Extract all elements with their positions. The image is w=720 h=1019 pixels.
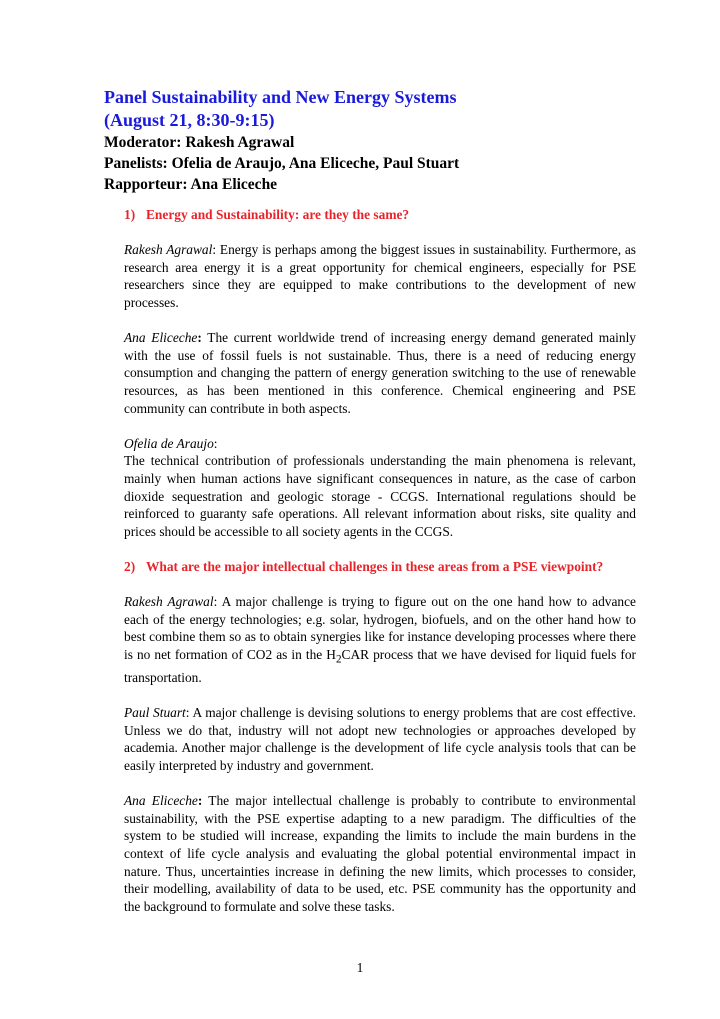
answer-q1-agrawal [124,241,636,311]
speaker-separator: : [197,330,202,346]
speaker-heading [124,435,636,453]
subscript-two: 2 [335,653,342,666]
speaker-name: Ofelia de Araujo [124,435,214,451]
speaker-separator: : [197,793,203,809]
answer-text: The major intellectual challenge is probably to contribute to environmental sustainability, with the PSE expertise adapting to a new paradigm. The difficulties of the system to be studied will increase, expanding the limits to include the main burdens in the context of life cycle analysis and evaluating the global potential environmental impact in nature. Thus, uncertainties increase in defining the new limits, which processes to consider, their modelling, availability of data to be used, etc. PSE community has the opportunity and the background to formulate and solve these tasks. [124,793,636,914]
answer-q2-stuart [124,704,636,774]
speaker-separator: : [213,594,218,610]
answer-q1-araujo [124,435,636,541]
answer-text: The current worldwide trend of increasing energy demand generated mainly with the use of fossil fuels is not sustainable. Thus, there is a need of reducing energy consumption and changing the pattern of energy generation switching to the use of renewable resources, as has been mentioned in this conference. Chemical engineering and PSE community can contribute in both aspects. [124,330,636,416]
rapporteur-line: Rapporteur: Ana Eliceche [104,176,278,193]
page-number: 1 [356,960,364,975]
answer-q2-eliceche [124,792,636,915]
speaker-name: Ana Eliceche [124,793,198,809]
question-2 [124,558,636,576]
speaker-separator: : [213,435,218,451]
answer-text: Energy is perhaps among the biggest issues in sustainability. Furthermore, as research area energy it is a great opportunity for chemical engineers, especially for PSE researchers since they are equipped to make contributions to the development of new processes. [124,242,637,310]
answer-text-after: CAR process that we have devised for liquid fuels for transportation. [124,646,637,686]
document-body [124,206,636,933]
question-number: 2) [124,558,136,574]
question-number: 1) [124,207,136,222]
document-header [104,86,644,195]
answer-text: The technical contribution of professionals understanding the main phenomena is relevant, mainly when human actions have significant consequences in nature, as the case of carbon dioxide sequestration and geologic storage - CCGS. International regulations should be reinforced to guaranty safe operations. All relevant information about risks, site quality and prices should be accessible to all society agents in the CCGS. [124,453,636,539]
speaker-name: Ana Eliceche [124,330,198,346]
question-text: Energy and Sustainability: are they the same? [146,207,410,222]
speaker-name: Rakesh Agrawal [124,594,214,610]
title-line-1: Panel Sustainability and New Energy Systems [104,87,457,107]
title-line-2: (August 21, 8:30-9:15) [104,110,275,130]
speaker-separator: : [212,242,217,258]
question-1 [124,206,636,224]
speaker-name: Paul Stuart [124,705,186,721]
panelists-line: Panelists: Ofelia de Araujo, Ana Eliceche, Paul Stuart [104,155,460,172]
answer-text-before: A major challenge is trying to figure out on the one hand how to advance each of the energy technologies; e.g. solar, hydrogen, biofuels, and on the other hand how to best combine them so as to obtain synergies like for instance developing processes where there is no net formation of CO2 as in the H [124,594,636,662]
speaker-name: Rakesh Agrawal [124,242,213,258]
question-text: What are the major intellectual challenges in these areas from a PSE viewpoint? [146,558,604,574]
answer-q2-agrawal [124,593,636,687]
moderator-line: Moderator: Rakesh Agrawal [104,134,295,151]
answer-text: A major challenge is devising solutions to energy problems that are cost effective. Unless we do that, industry will not adopt new technologies or approaches developed by academia. Another major challenge is the development of life cycle analysis tools that can be easily interpreted by industry and government. [124,705,636,774]
speaker-separator: : [185,705,190,721]
answer-q1-eliceche [124,329,636,417]
